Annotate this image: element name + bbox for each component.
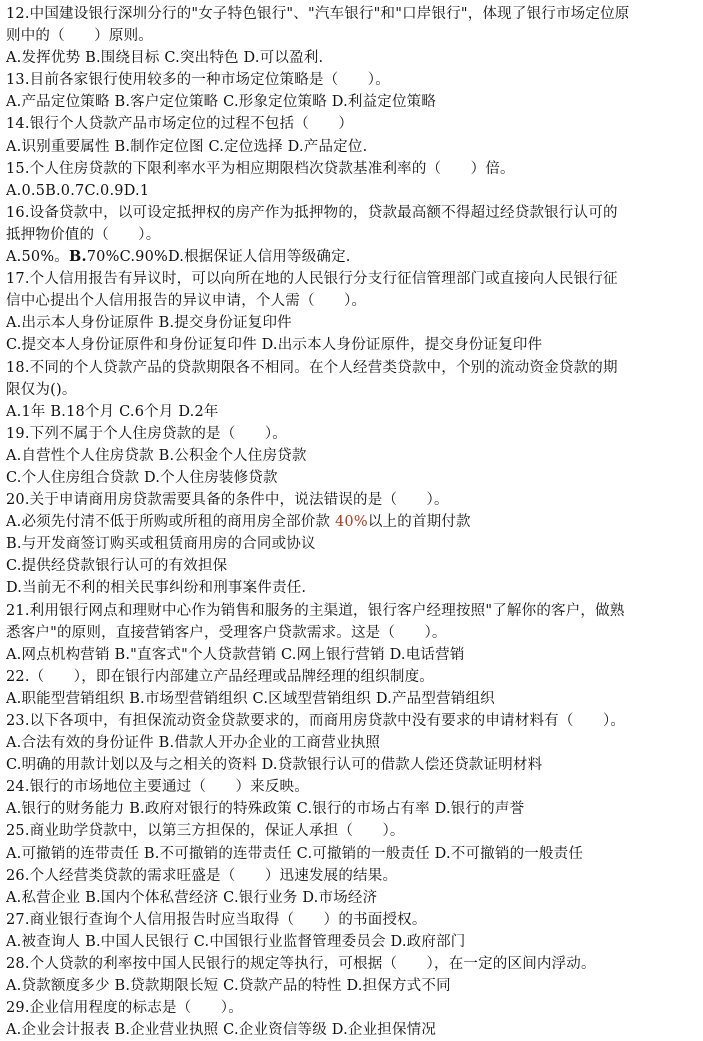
q13-options: A.产品定位策略 B.客户定位策略 C.形象定位策略 D.利益定位策略 bbox=[6, 94, 437, 111]
q13-stem: 13.目前各家银行使用较多的一种市场定位策略是（ ）。 bbox=[6, 72, 390, 89]
q20-option-c: C.提供经贷款银行认可的有效担保 bbox=[6, 558, 228, 575]
document-page bbox=[6, 3, 700, 1041]
q25-stem: 25.商业助学贷款中，以第三方担保的，保证人承担（ ）。 bbox=[6, 823, 405, 840]
q16-options bbox=[6, 246, 700, 268]
q27-options: A.被查询人 B.中国人民银行 C.中国银行业监督管理委员会 D.政府部门 bbox=[6, 933, 466, 950]
q17-options-ab: A.出示本人身份证原件 B.提交身份证复印件 bbox=[6, 315, 292, 332]
q16-option-b-letter: B. bbox=[69, 248, 87, 266]
q24-stem: 24.银行的市场地位主要通过（ ）来反映。 bbox=[6, 779, 309, 796]
q19-stem: 19.下列不属于个人住房贷款的是（ ）。 bbox=[6, 425, 288, 442]
q20-option-a-text: A.必须先付清不低于所购或所租的商用房全部价款 bbox=[6, 514, 335, 531]
q18-stem-line1: 18.不同的个人贷款产品的贷款期限各不相同。在个人经营类贷款中，个别的流动资金贷款的期 bbox=[6, 359, 618, 376]
q12-options: A.发挥优势 B.围绕目标 C.突出特色 D.可以盈利. bbox=[6, 50, 324, 67]
q20-option-a bbox=[6, 511, 700, 533]
q18-options: A.1年 B.18个月 C.6个月 D.2年 bbox=[6, 403, 219, 420]
q20-option-d: D.当前无不利的相关民事纠纷和刑事案件责任. bbox=[6, 580, 307, 597]
q16-stem-line2: 抵押物价值的（ ）。 bbox=[6, 226, 161, 243]
q20-option-a-tail: 以上的首期付款 bbox=[367, 514, 471, 531]
q21-options: A.网点机构营销 B."直客式"个人贷款营销 C.网上银行营销 D.电话营销 bbox=[6, 646, 465, 663]
q19-options-cd: C.个人住房组合贷款 D.个人住房装修贷款 bbox=[6, 469, 278, 486]
q25-options: A.可撤销的连带责任 B.不可撤销的连带责任 C.可撤销的一般责任 D.不可撤销的一般责任 bbox=[6, 845, 584, 862]
q17-stem-line1: 17.个人信用报告有异议时，可以向所在地的人民银行分支行征信管理部门或直接向人民银行征 bbox=[6, 271, 618, 288]
q23-options-cd: C.明确的用款计划以及与之相关的资料 D.贷款银行认可的借款人偿还贷款证明材料 bbox=[6, 757, 543, 774]
q23-options-ab: A.合法有效的身份证件 B.借款人开办企业的工商营业执照 bbox=[6, 735, 381, 752]
q18-stem-line2: 限仅为()。 bbox=[6, 381, 77, 398]
q29-options: A.企业会计报表 B.企业营业执照 C.企业资信等级 D.企业担保情况 bbox=[6, 1022, 437, 1039]
q16-option-a: A.50%。 bbox=[6, 249, 70, 266]
q28-stem: 28.个人贷款的利率按中国人民银行的规定等执行，可根据（ ），在一定的区间内浮动。 bbox=[6, 956, 596, 973]
q23-stem: 23.以下各项中，有担保流动资金贷款要求的，而商用房贷款中没有要求的申请材料有（ ）。 bbox=[6, 713, 626, 729]
q17-stem-line2: 信中心提出个人信用报告的异议申请，个人需（ ）。 bbox=[6, 293, 367, 310]
q12-stem-line1: 12.中国建设银行深圳分行的"女子特色银行"、"汽车银行"和"口岸银行"，体现了银行市场定位原 bbox=[6, 6, 630, 22]
q14-options: A.识别重要属性 B.制作定位图 C.定位选择 D.产品定位. bbox=[6, 138, 368, 155]
q20-stem: 20.关于申请商用房贷款需要具备的条件中，说法错误的是（ ）。 bbox=[6, 492, 449, 509]
q19-options-ab: A.自营性个人住房贷款 B.公积金个人住房贷款 bbox=[6, 447, 307, 464]
q20-option-b: B.与开发商签订购买或租赁商用房的合同或协议 bbox=[6, 536, 316, 553]
q22-stem: 22.（ ），即在银行内部建立产品经理或品牌经理的组织制度。 bbox=[6, 668, 435, 685]
q21-stem-line1: 21.利用银行网点和理财中心作为销售和服务的主渠道，银行客户经理按照"了解你的客户，做熟 bbox=[6, 602, 625, 619]
q24-options: A.银行的财务能力 B.政府对银行的特殊政策 C.银行的市场占有率 D.银行的声誉 bbox=[6, 801, 525, 818]
q29-stem: 29.企业信用程度的标志是（ ）。 bbox=[6, 1000, 243, 1017]
q26-options: A.私营企业 B.国内个体私营经济 C.银行业务 D.市场经济 bbox=[6, 889, 378, 906]
q20-option-a-percent: 40% bbox=[335, 514, 368, 531]
q16-option-rest: 70%C.90%D.根据保证人信用等级确定. bbox=[86, 249, 351, 266]
q16-stem-line1: 16.设备贷款中，以可设定抵押权的房产作为抵押物的，贷款最高额不得超过经贷款银行认可的 bbox=[6, 204, 618, 221]
q27-stem: 27.商业银行查询个人信用报告时应当取得（ ）的书面授权。 bbox=[6, 911, 427, 928]
q12-stem-line2: 则中的（ ）原则。 bbox=[6, 28, 153, 45]
q17-options-cd: C.提交本人身份证原件和身份证复印件 D.出示本人身份证原件，提交身份证复印件 bbox=[6, 337, 543, 354]
q15-stem: 15.个人住房贷款的下限利率水平为相应期限档次贷款基准利率的（ ）倍。 bbox=[6, 160, 515, 177]
q22-options: A.职能型营销组织 B.市场型营销组织 C.区域型营销组织 D.产品型营销组织 bbox=[6, 690, 495, 707]
q26-stem: 26.个人经营类贷款的需求旺盛是（ ）迅速发展的结果。 bbox=[6, 867, 398, 884]
q28-options: A.贷款额度多少 B.贷款期限长短 C.贷款产品的特性 D.担保方式不同 bbox=[6, 978, 451, 995]
q14-stem: 14.银行个人贷款产品市场定位的过程不包括（ ） bbox=[6, 116, 354, 133]
q15-options: A.0.5B.0.7C.0.9D.1 bbox=[6, 182, 150, 199]
q21-stem-line2: 悉客户"的原则，直接营销客户，受理客户贷款需求。这是（ ）。 bbox=[6, 624, 447, 641]
